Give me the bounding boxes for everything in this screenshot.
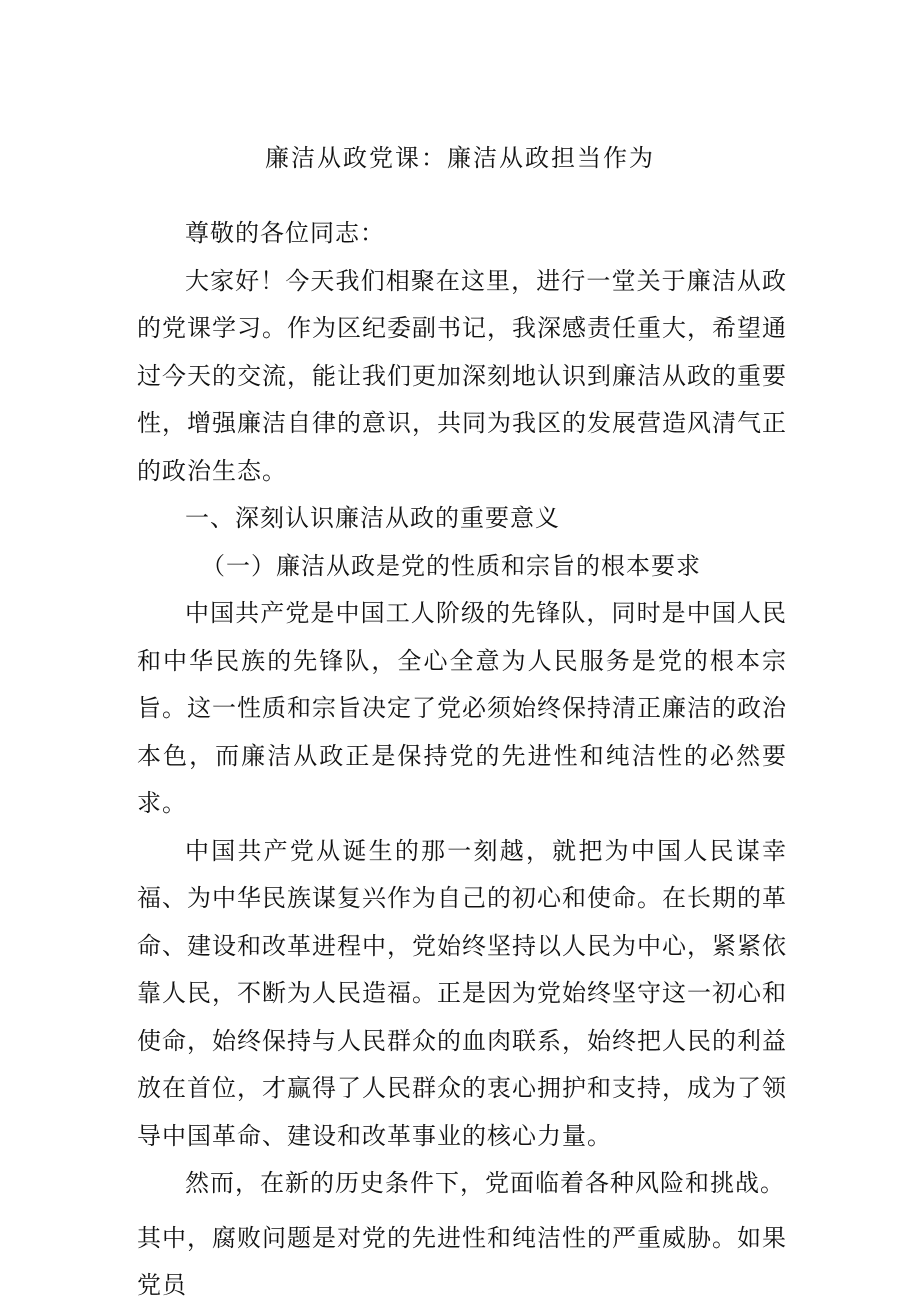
- document-body: [137, 210, 787, 1310]
- intro-paragraph: 大家好！今天我们相聚在这里，进行一堂关于廉洁从政的党课学习。作为区纪委副书记，我深感责任重大，希望通过今天的交流，能让我们更加深刻地认识到廉洁从政的重要性，增强廉洁自律的意识，共同为我区的发展营造风清气正的政治生态。: [137, 266, 787, 485]
- section-heading: 一、深刻认识廉洁从政的重要意义: [185, 504, 560, 532]
- body-paragraph: 中国共产党是中国工人阶级的先锋队，同时是中国人民和中华民族的先锋队，全心全意为人民服务是党的根本宗旨。这一性质和宗旨决定了党必须始终保持清正廉洁的政治本色，而廉洁从政正是保持党的先进性和纯洁性的必然要求。: [137, 599, 787, 817]
- salutation: 尊敬的各位同志：: [185, 219, 385, 247]
- body-paragraph: 然而，在新的历史条件下，党面临着各种风险和挑战。: [185, 1169, 785, 1197]
- body-paragraph: 其中，腐败问题是对党的先进性和纯洁性的严重威胁。如果党员: [137, 1223, 787, 1299]
- document-title: 廉洁从政党课：廉洁从政担当作为: [265, 144, 655, 172]
- body-paragraph: 中国共产党从诞生的那一刻越，就把为中国人民谋幸福、为中华民族谋复兴作为自己的初心和使命。在长期的革命、建设和改革进程中，党始终坚持以人民为中心，紧紧依靠人民，不断为人民造福。正是因为党始终坚守这一初心和使命，始终保持与人民群众的血肉联系，始终把人民的利益放在首位，才赢得了人民群众的衷心拥护和支持，成为了领导中国革命、建设和改革事业的核心力量。: [137, 836, 787, 1150]
- subsection-heading: （一）廉洁从政是党的性质和宗旨的根本要求: [201, 551, 701, 580]
